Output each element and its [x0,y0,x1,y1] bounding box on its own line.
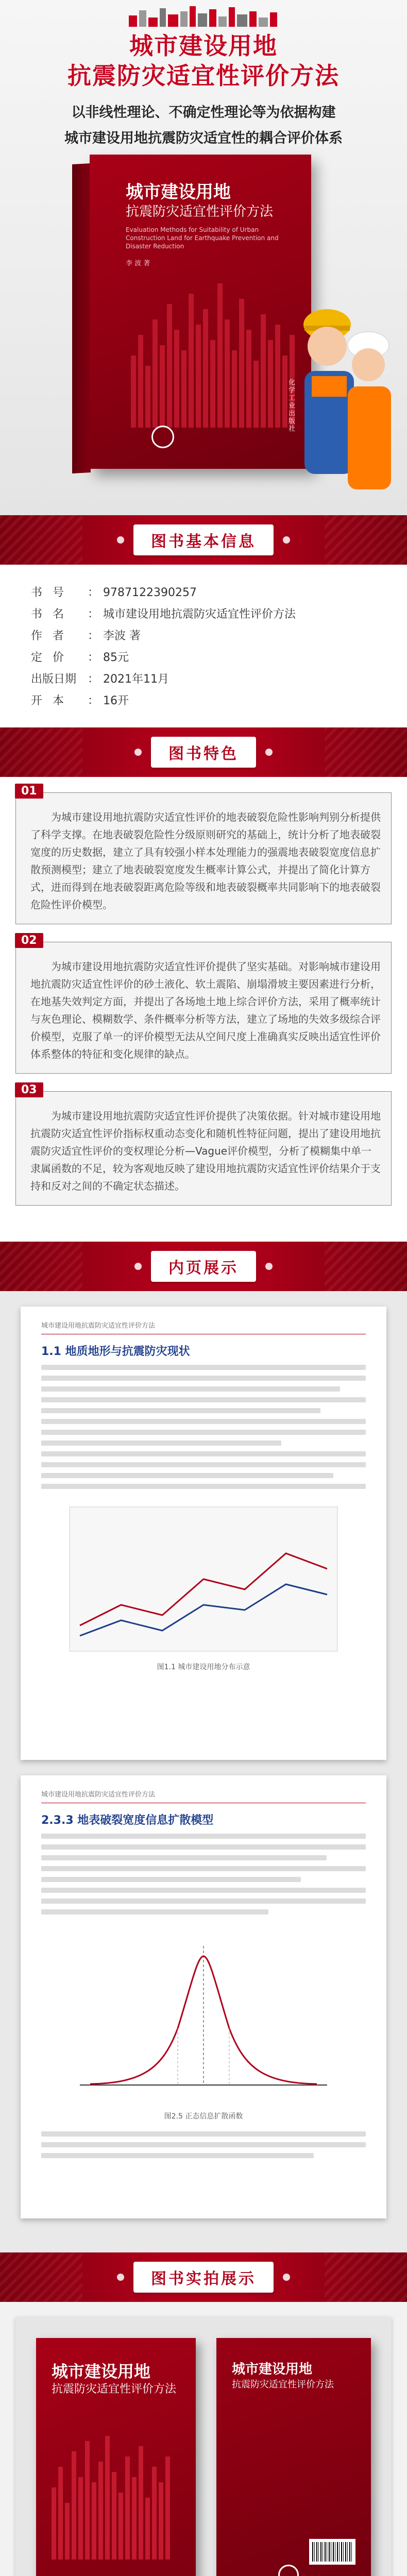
publisher-logo-icon [151,426,174,448]
barcode-icon [309,2539,355,2565]
info-value: 85元 [103,651,129,664]
decor-dot-icon [117,536,124,544]
normal-distribution-figure [41,1930,366,2106]
section-header-features [0,727,407,777]
section-title: 图书基本信息 [133,524,274,555]
info-row-author: 作者 ： 李波 著 [31,625,376,647]
cover-title-line1: 城市建设用地 [126,182,231,202]
feature-card [15,934,392,1074]
info-key: 书名 [31,608,75,621]
info-key: 出版日期 [31,673,77,686]
info-key: 作者 [31,630,75,642]
photo-back-cover [216,2338,371,2576]
info-value: 李波 著 [103,630,141,642]
decor-dot-icon [283,536,290,544]
section-header-real-photos [0,2252,407,2302]
photo-back-title1: 城市建设用地 [232,2362,313,2377]
decor-dot-icon [117,2274,124,2281]
info-key: 书号 [31,586,75,599]
info-row-date: 出版日期 ： 2021年11月 [31,669,376,690]
info-row-isbn: 书号 ： 9787122390257 [31,582,376,604]
publisher-logo-icon [278,2565,299,2576]
photo-cover-title2: 抗震防灾适宜性评价方法 [52,2383,177,2396]
feature-number: 03 [15,1082,43,1097]
feature-card [15,1083,392,1206]
photo-back-title2: 抗震防灾适宜性评价方法 [232,2379,334,2390]
inner-page-caption: 图1.1 城市建设用地分布示意 [157,1663,250,1671]
inner-page-header: 城市建设用地抗震防灾适宜性评价方法 [41,1789,366,1803]
info-value: 2021年11月 [103,673,169,686]
info-row-title: 书名 ： 城市建设用地抗震防灾适宜性评价方法 [31,604,376,625]
info-value: 城市建设用地抗震防灾适宜性评价方法 [103,608,296,621]
real-photos-gallery [0,2302,407,2576]
decor-dot-icon [134,1263,142,1270]
decor-dot-icon [265,1263,273,1270]
info-value: 9787122390257 [103,586,197,599]
feature-list [0,777,407,1242]
info-key: 定价 [31,651,75,664]
city-skyline-icon [118,6,289,27]
construction-worker-icon [296,289,394,505]
photo-cover-title1: 城市建设用地 [52,2362,151,2381]
cover-author: 李 波 著 [126,260,150,267]
photo-front-cover [36,2338,196,2576]
feature-number: 02 [15,933,43,948]
hero-subtitle-line1: 以非线性理论、不确定性理论等为依据构建 [71,105,336,121]
section-title: 图书特色 [151,737,256,768]
inner-page-heading: 1.1 地质地形与抗震防灾现状 [41,1345,190,1358]
feature-text: 为城市建设用地抗震防灾适宜性评价提供了坚实基础。对影响城市建设用地抗震防灾适宜性评价的砂土液化、软土震陷、崩塌滑坡主要因素进行分析，在地基失效判定方面，并提出了各场地土地上综合评价方法，采用了概率统计与灰色理论、模糊数学、条件概率分析等方法，建立了场地的失效多级综合评价模型，克服了单一的评价模型无法从空间尺度上准确真实反映出适宜性评价体系整体的特征和变化规律的缺点。 [30,960,381,1060]
section-title: 内页展示 [151,1251,256,1282]
inner-page-caption: 图2.5 正态信息扩散函数 [164,2112,243,2121]
photo-front-back-cover [15,2317,392,2576]
section-header-inner-pages [0,1242,407,1291]
cover-english-title: Evaluation Methods for Suitability of Urban Construction Land for Earthquake Prevention and Disaster Reduction [126,226,279,250]
inner-page-sample [21,1307,386,1760]
hero-title [0,31,407,91]
feature-number: 01 [15,784,43,799]
inner-page-header: 城市建设用地抗震防灾适宜性评价方法 [41,1320,366,1334]
info-key: 开本 [31,694,75,707]
book-cover-image [72,155,314,474]
inner-page-figure [41,1502,366,1656]
cover-bar-pattern [131,273,301,428]
inner-page-sample [21,1775,386,2218]
hero-title-line2: 抗震防灾适宜性评价方法 [67,62,340,90]
info-row-price: 定价 ： 85元 [31,647,376,669]
book-spine [72,163,91,473]
hero-subtitle-line2: 城市建设用地抗震防灾适宜性的耦合评价体系 [64,130,343,146]
section-title: 图书实拍展示 [133,2262,274,2293]
info-value: 16开 [103,694,129,707]
decor-dot-icon [283,2274,290,2281]
inner-pages-gallery [0,1291,407,2252]
decor-dot-icon [265,749,273,756]
decor-dot-icon [134,749,142,756]
cover-title-line2: 抗震防灾适宜性评价方法 [126,204,274,219]
book-cover [90,155,311,469]
info-row-format: 开本 ： 16开 [31,690,376,712]
hero-title-line1: 城市建设用地 [129,32,278,60]
inner-page-heading: 2.3.3 地表破裂宽度信息扩散模型 [41,1814,214,1827]
cover-publisher: 化学工业出版社 [287,379,295,433]
hero-banner [0,0,407,515]
section-header-basic-info [0,515,407,565]
feature-card [15,785,392,924]
basic-info-list [0,565,407,727]
feature-text: 为城市建设用地抗震防灾适宜性评价提供了决策依据。针对城市建设用地抗震防灾适宜性评价指标权重动态变化和随机性特征问题，提出了建设用地抗震防灾适宜性评价的变权理论分析—Vague评价模型，分析了模糊集中单一隶属函数的不足，较为客观地反映了建设用地抗震防灾适宜性评价结果介于支持和反对之间的不确定状态描述。 [30,1110,381,1192]
feature-text: 为城市建设用地抗震防灾适宜性评价的地表破裂危险性影响判别分析提供了科学支撑。在地表破裂危险性分级原则研究的基础上，统计分析了地表破裂宽度的历史数据，建立了具有较强小样本处理能力的强震地表破裂宽度信息扩散预测模型；建立了地表破裂宽度发生概率计算公式，并提出了简化计算方式，进而得到在地表破裂距离危险等级和地表破裂概率共同影响下的地表破裂危险性评价模型。 [30,811,381,911]
